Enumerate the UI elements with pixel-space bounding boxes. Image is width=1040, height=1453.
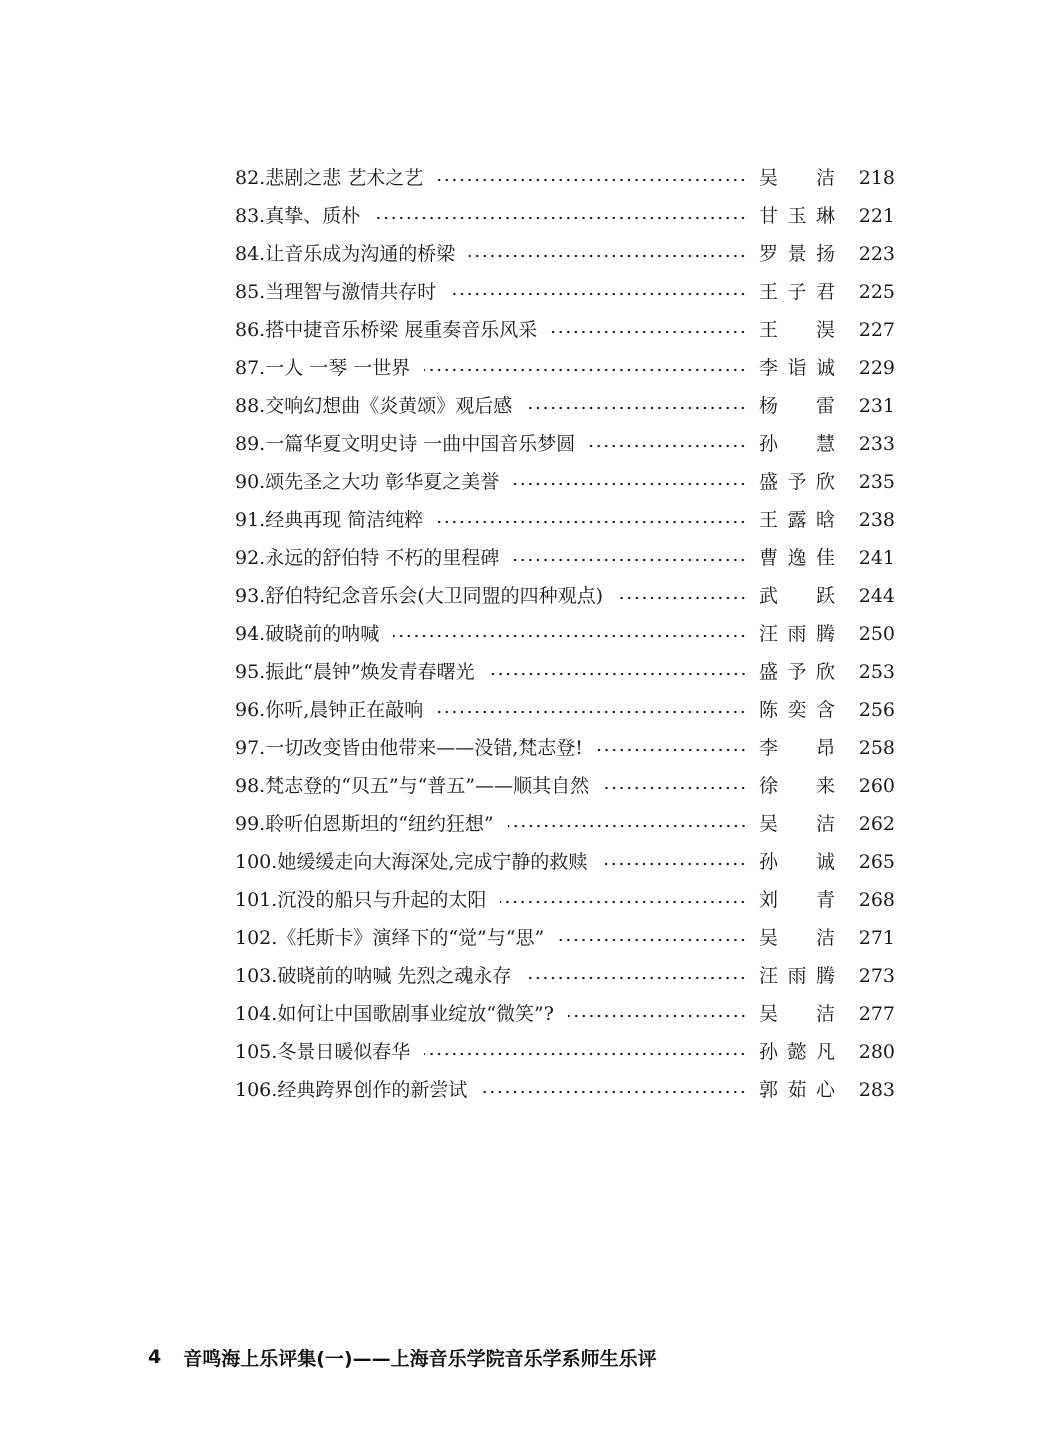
entry-number: 104. [235,1003,278,1025]
entry-number: 87. [235,357,266,379]
dot-leader [450,292,747,296]
entry-title: 如何让中国歌剧事业绽放“微笑”? [277,1003,554,1025]
entry-author: 吴 洁 [759,813,835,835]
toc-entry[interactable] [235,577,895,615]
entry-page-number: 218 [858,167,895,189]
entry-title: 一人 一琴 一世界 [265,357,411,379]
entry-number: 98. [235,775,266,797]
toc-entry[interactable] [235,539,895,577]
table-of-contents [235,159,895,1109]
entry-number: 94. [235,623,266,645]
toc-entry[interactable] [235,463,895,501]
dot-leader [589,444,747,448]
entry-title: 一切改变皆由他带来——没错,梵志登! [265,737,583,759]
dot-leader [437,178,747,182]
dot-leader [424,368,747,372]
toc-entry[interactable] [235,767,895,805]
entry-page-number: 223 [858,243,895,265]
entry-title: 破晓前的呐喊 [265,623,380,645]
entry-number: 91. [235,509,266,531]
dot-leader [601,862,747,866]
entry-title: 你听,晨钟正在敲响 [265,699,424,721]
dot-leader [617,596,747,600]
entry-number: 103. [235,965,278,987]
entry-author: 陈奕含 [759,699,835,721]
entry-page-number: 229 [858,357,895,379]
entry-author: 罗景扬 [759,243,835,265]
toc-entry[interactable] [235,349,895,387]
entry-author: 刘 青 [759,889,835,911]
dot-leader [525,976,747,980]
entry-page-number: 268 [858,889,895,911]
entry-title: 永远的舒伯特 不朽的里程碑 [265,547,500,569]
dot-leader [481,1090,747,1094]
toc-entry[interactable] [235,653,895,691]
entry-page-number: 260 [858,775,895,797]
entry-author: 吴 洁 [759,1003,835,1025]
entry-number: 93. [235,585,266,607]
entry-number: 92. [235,547,266,569]
toc-entry[interactable] [235,235,895,273]
entry-number: 101. [235,889,278,911]
entry-author: 郭茹心 [759,1079,835,1101]
entry-page-number: 227 [858,319,895,341]
entry-title: 当理智与激情共存时 [265,281,437,303]
entry-title: 冬景日暖似春华 [277,1041,411,1063]
entry-number: 106. [235,1079,278,1101]
toc-list [235,159,895,1109]
toc-entry[interactable] [235,387,895,425]
entry-page-number: 233 [858,433,895,455]
entry-author: 王露晗 [759,509,835,531]
toc-entry[interactable] [235,995,895,1033]
toc-entry[interactable] [235,881,895,919]
entry-page-number: 256 [858,699,895,721]
toc-entry[interactable] [235,197,895,235]
entry-title: 她缓缓走向大海深处,完成宁静的救赎 [277,851,588,873]
entry-page-number: 258 [858,737,895,759]
dot-leader [558,938,747,942]
dot-leader [551,330,747,334]
dot-leader [489,672,747,676]
entry-number: 83. [235,205,266,227]
entry-title: 经典再现 简洁纯粹 [265,509,424,531]
entry-page-number: 273 [858,965,895,987]
entry-title: 搭中捷音乐桥梁 展重奏音乐风采 [265,319,538,341]
entry-page-number: 250 [858,623,895,645]
toc-entry[interactable] [235,159,895,197]
toc-entry[interactable] [235,425,895,463]
entry-title: 《托斯卡》演绎下的“觉”与“思” [277,927,545,949]
entry-author: 孙懿凡 [759,1041,835,1063]
toc-entry[interactable] [235,615,895,653]
entry-page-number: 225 [858,281,895,303]
entry-author: 武 跃 [759,585,835,607]
footer-book-title: 音鸣海上乐评集(一)——上海音乐学院音乐学系师生乐评 [183,1347,657,1370]
entry-author: 孙 诚 [759,851,835,873]
entry-page-number: 280 [858,1041,895,1063]
entry-author: 盛予欣 [759,471,835,493]
toc-entry[interactable] [235,957,895,995]
toc-entry[interactable] [235,1071,895,1109]
entry-page-number: 235 [858,471,895,493]
entry-author: 李 昂 [759,737,835,759]
entry-page-number: 277 [858,1003,895,1025]
dot-leader [508,824,747,828]
entry-number: 96. [235,699,266,721]
entry-number: 102. [235,927,278,949]
dot-leader [469,254,747,258]
entry-author: 李诣诚 [759,357,835,379]
dot-leader [500,900,747,904]
entry-title: 沉没的船只与升起的太阳 [277,889,487,911]
toc-entry[interactable] [235,501,895,539]
entry-number: 90. [235,471,266,493]
entry-page-number: 231 [858,395,895,417]
entry-number: 95. [235,661,266,683]
entry-number: 86. [235,319,266,341]
footer-page-number: 4 [148,1346,162,1368]
page-footer [148,1342,657,1372]
entry-number: 88. [235,395,266,417]
dot-leader [513,482,747,486]
entry-page-number: 244 [858,585,895,607]
toc-entry[interactable] [235,691,895,729]
entry-title: 悲剧之悲 艺术之艺 [265,167,424,189]
dot-leader [437,710,747,714]
entry-title: 交响幻想曲《炎黄颂》观后感 [265,395,513,417]
entry-author: 杨 雷 [759,395,835,417]
toc-entry[interactable] [235,843,895,881]
entry-number: 105. [235,1041,278,1063]
dot-leader [424,1052,747,1056]
entry-author: 孙 慧 [759,433,835,455]
entry-number: 84. [235,243,266,265]
entry-author: 曹逸佳 [759,547,835,569]
entry-title: 真挚、质朴 [265,205,361,227]
entry-number: 89. [235,433,266,455]
entry-number: 97. [235,737,266,759]
entry-title: 破晓前的呐喊 先烈之魂永存 [277,965,512,987]
toc-entry[interactable] [235,1033,895,1071]
entry-page-number: 262 [858,813,895,835]
entry-author: 汪雨腾 [759,965,835,987]
dot-leader [597,748,747,752]
entry-title: 聆听伯恩斯坦的“纽约狂想” [265,813,494,835]
toc-entry[interactable] [235,273,895,311]
dot-leader [437,520,747,524]
toc-entry[interactable] [235,311,895,349]
entry-author: 徐 来 [759,775,835,797]
entry-author: 甘玉琳 [759,205,835,227]
dot-leader [526,406,747,410]
entry-title: 振此“晨钟”焕发青春曙光 [265,661,475,683]
entry-author: 盛予欣 [759,661,835,683]
entry-page-number: 221 [858,205,895,227]
entry-author: 王 淏 [759,319,835,341]
entry-title: 舒伯特纪念音乐会(大卫同盟的四种观点) [265,585,604,607]
entry-title: 经典跨界创作的新尝试 [277,1079,468,1101]
entry-title: 梵志登的“贝五”与“普五”——顺其自然 [265,775,590,797]
dot-leader [603,786,747,790]
entry-page-number: 271 [858,927,895,949]
toc-entry[interactable] [235,729,895,767]
entry-author: 王子君 [759,281,835,303]
dot-leader [393,634,747,638]
entry-number: 85. [235,281,266,303]
dot-leader [568,1014,747,1018]
entry-title: 颂先圣之大功 彰华夏之美誉 [265,471,500,493]
dot-leader [513,558,747,562]
entry-number: 99. [235,813,266,835]
entry-title: 让音乐成为沟通的桥梁 [265,243,456,265]
entry-page-number: 238 [858,509,895,531]
entry-number: 82. [235,167,266,189]
entry-title: 一篇华夏文明史诗 一曲中国音乐梦圆 [265,433,576,455]
entry-author: 汪雨腾 [759,623,835,645]
entry-author: 吴 洁 [759,167,835,189]
entry-number: 100. [235,851,278,873]
toc-entry[interactable] [235,805,895,843]
toc-entry[interactable] [235,919,895,957]
entry-page-number: 265 [858,851,895,873]
entry-author: 吴 洁 [759,927,835,949]
entry-page-number: 241 [858,547,895,569]
entry-page-number: 253 [858,661,895,683]
entry-page-number: 283 [858,1079,895,1101]
dot-leader [374,216,747,220]
